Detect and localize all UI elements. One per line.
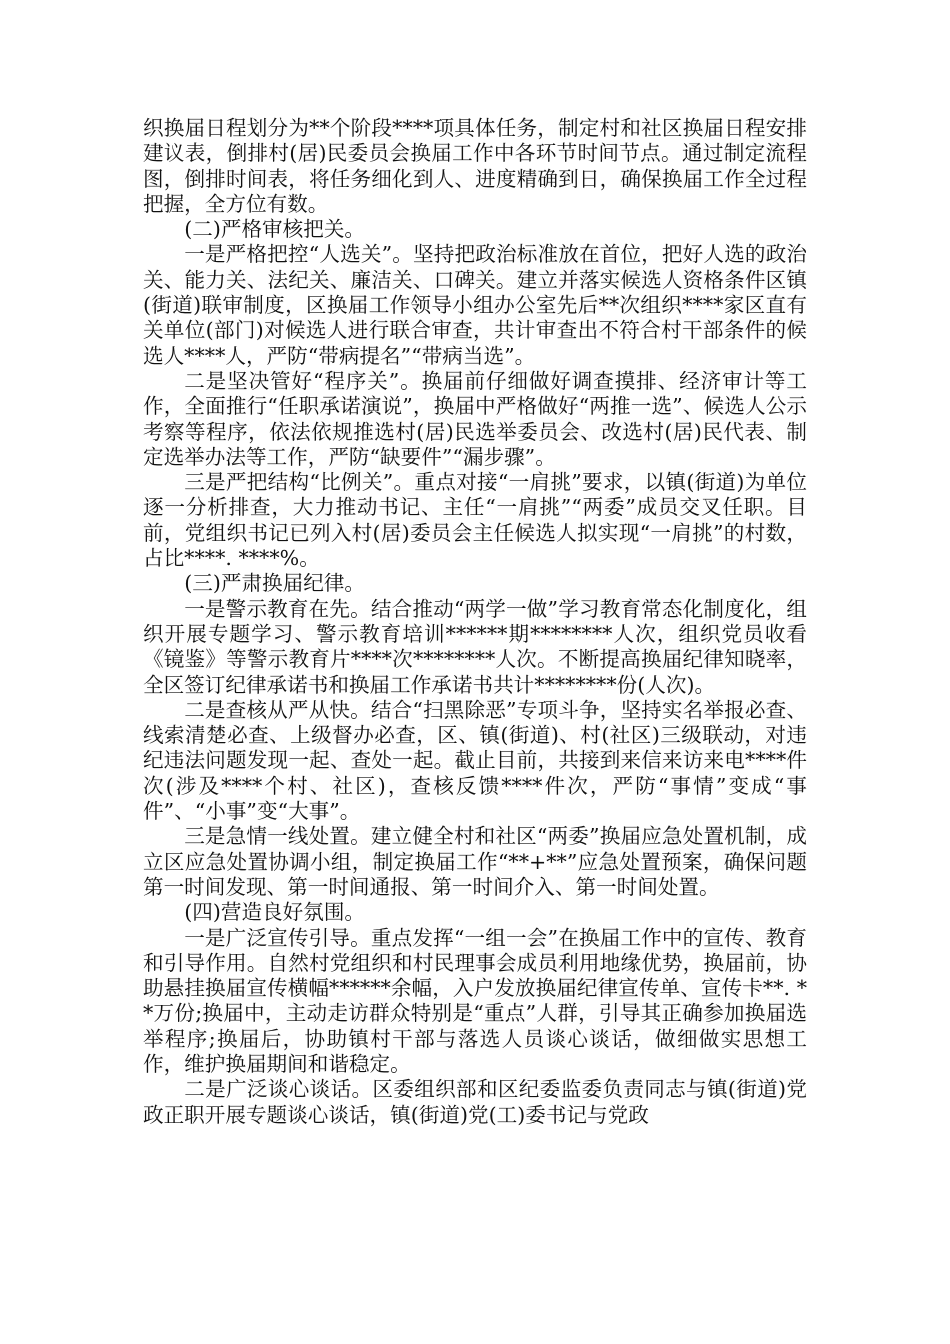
document-body (143, 116, 807, 1128)
paragraph: 二是坚决管好“程序关”。换届前仔细做好调查摸排、经济审计等工作，全面推行“任职承诺演说”，换届中严格做好“两推一选”、候选人公示考察等程序，依法依规推选村(居)民选举委员会、改选村(居)民代表、制定选举办法等工作，严防“缺要件”“漏步骤”。 (143, 368, 808, 469)
paragraph: 一是广泛宣传引导。重点发挥“一组一会”在换届工作中的宣传、教育和引导作用。自然村党组织和村民理事会成员利用地缘优势，换届前，协助悬挂换届宣传横幅******余幅，入户发放换届纪律宣传单、宣传卡**. **万份;换届中，主动走访群众特别是“重点”人群，引导其正确参加换届选举程序;换届后，协助镇村干部与落选人员谈心谈话，做细做实思想工作，维护换届期间和谐稳定。 (143, 925, 807, 1076)
paragraph: 一是警示教育在先。结合推动“两学一做”学习教育常态化制度化，组织开展专题学习、警示教育培训******期********人次，组织党员收看《镜鉴》等警示教育片****次********人次。不断提高换届纪律知晓率，全区签订纪律承诺书和换届工作承诺书共计********份(人次)。 (143, 596, 807, 697)
section-heading-2: (二)严格审核把关。 (184, 217, 366, 242)
paragraph-continued: 织换届日程划分为**个阶段****项具体任务，制定村和社区换届日程安排建议表，倒排村(居)民委员会换届工作中各环节时间节点。通过制定流程图，倒排时间表，将任务细化到人、进度精确到日，确保换届工作全过程把握，全方位有数。 (143, 116, 807, 216)
paragraph: 三是急情一线处置。建立健全村和社区“两委”换届应急处置机制，成立区应急处置协调小组，制定换届工作“**+**”应急处置预案，确保问题第一时间发现、第一时间通报、第一时间介入、第一时间处置。 (143, 824, 807, 899)
section-heading-4: (四)营造良好氛围。 (184, 900, 366, 925)
paragraph: 二是广泛谈心谈话。区委组织部和区纪委监委负责同志与镇(街道)党政正职开展专题谈心谈话，镇(街道)党(工)委书记与党政 (143, 1077, 807, 1127)
paragraph: 三是严把结构“比例关”。重点对接“一肩挑”要求，以镇(街道)为单位逐一分析排查，大力推动书记、主任“一肩挑”“两委”成员交叉任职。目前，党组织书记已列入村(居)委员会主任候选人拟实现“一肩挑”的村数，占比****. ****%。 (143, 470, 807, 571)
section-heading-3: (三)严肃换届纪律。 (184, 571, 366, 596)
paragraph: 一是严格把控“人选关”。坚持把政治标准放在首位，把好人选的政治关、能力关、法纪关、廉洁关、口碑关。建立并落实候选人资格条件区镇(街道)联审制度，区换届工作领导小组办公室先后**次组织****家区直有关单位(部门)对候选人进行联合审查，共计审查出不符合村干部条件的候选人****人，严防“带病提名”“带病当选”。 (143, 242, 807, 368)
paragraph: 二是查核从严从快。结合“扫黑除恶”专项斗争，坚持实名举报必查、线索清楚必查、上级督办必查，区、镇(街道)、村(社区)三级联动，对违纪违法问题发现一起、查处一起。截止目前，共接到来信来访来电****件次(涉及****个村、社区)，查核反馈****件次，严防“事情”变成“事件”、“小事”变“大事”。 (143, 697, 807, 824)
